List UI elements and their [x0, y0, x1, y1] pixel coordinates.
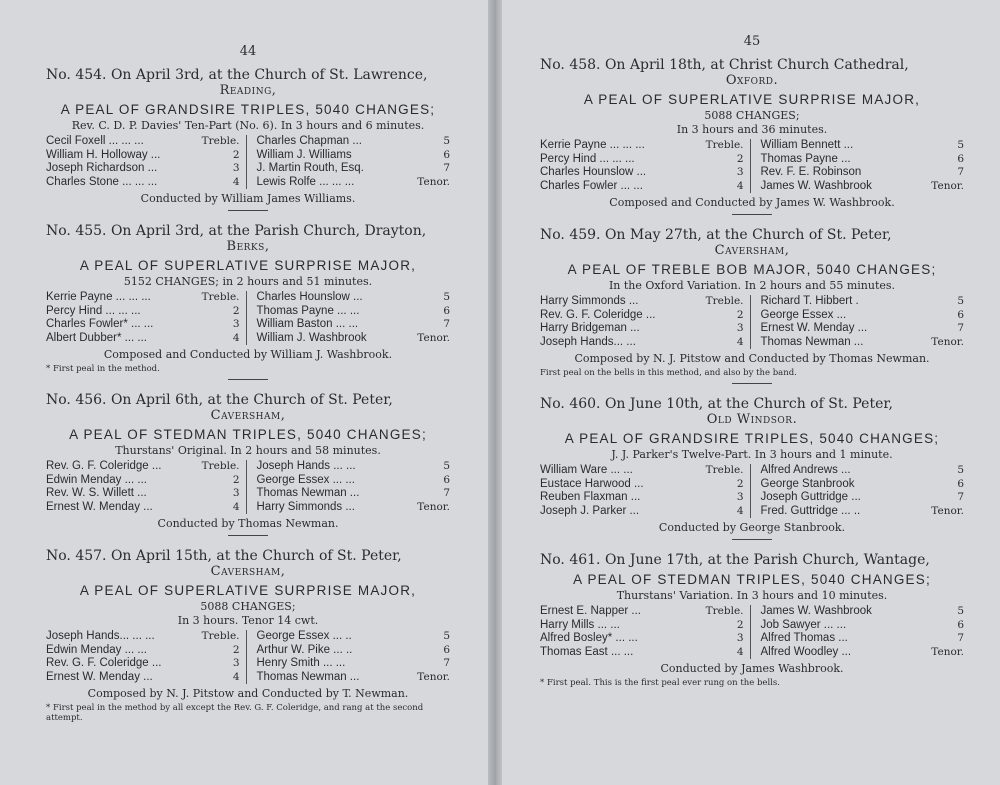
- ringer-name: Rev. F. E. Robinson: [760, 166, 862, 178]
- ringer-row: [257, 176, 451, 190]
- entry-location: Caversham,: [210, 564, 286, 579]
- bell-position: 7: [443, 318, 450, 330]
- ringer-name: Charles Hounslow ...: [540, 166, 647, 178]
- ringer-name: Harry Simmonds ...: [540, 295, 639, 307]
- peal-details: Rev. C. D. P. Davies' Ten-Part (No. 6). In 3 hours and 6 minutes.: [71, 119, 425, 132]
- footnote: * First peal in the method.: [46, 364, 160, 374]
- divider-rule: [732, 214, 772, 215]
- ringer-name: Thomas Payne ...: [760, 152, 851, 165]
- ringer-row: [540, 153, 744, 167]
- peal-title: A PEAL OF SUPERLATIVE SURPRISE MAJOR,: [79, 258, 417, 273]
- bell-position: Tenor.: [931, 335, 964, 348]
- ringer-name: William Ware ... ...: [540, 464, 633, 476]
- bell-position: 4: [736, 504, 744, 517]
- ringers-left-column: [540, 605, 751, 659]
- ringer-row: [46, 630, 240, 644]
- entry-heading: No. 456. On April 6th, at the Church of St. Peter,: [46, 392, 393, 408]
- ringer-row: [46, 305, 240, 319]
- bell-position: 5: [957, 605, 964, 617]
- bell-position: 6: [443, 643, 450, 656]
- ringer-row: [257, 657, 451, 671]
- ringer-name: Alfred Thomas ...: [760, 632, 848, 644]
- peal-title: A PEAL OF SUPERLATIVE SURPRISE MAJOR,: [583, 92, 921, 107]
- bell-position: Treble.: [705, 139, 744, 151]
- ringer-name: William H. Holloway ...: [46, 148, 161, 161]
- ringer-name: Kerrie Payne ... ... ...: [540, 139, 645, 151]
- ringers-table: [46, 291, 450, 345]
- bell-position: 7: [443, 487, 450, 499]
- ringer-name: Harry Mills ... ...: [540, 618, 620, 631]
- entry-location: Old Windsor.: [706, 412, 798, 427]
- entry-heading: No. 461. On June 17th, at the Parish Church, Wantage,: [540, 552, 930, 568]
- bell-position: 7: [957, 632, 964, 644]
- ringers-left-column: [540, 464, 751, 518]
- entry-heading: No. 458. On April 18th, at Christ Church Cathedral,: [540, 57, 909, 73]
- ringer-row: [46, 332, 240, 346]
- ringer-row: [540, 491, 744, 505]
- ringers-left-column: [46, 291, 247, 345]
- bell-position: Treble.: [201, 460, 240, 472]
- ringer-name: Percy Hind ... ... ...: [46, 304, 141, 317]
- footnote: First peal on the bells in this method, and also by the band.: [540, 368, 797, 378]
- ringer-name: Thomas Newman ...: [256, 670, 360, 683]
- bell-position: 2: [232, 148, 240, 161]
- bell-position: Tenor.: [417, 500, 450, 513]
- ringer-row: [761, 505, 965, 519]
- entry-location: Oxford.: [725, 73, 779, 88]
- bell-position: 2: [736, 477, 744, 490]
- ringer-name: George Essex ... ..: [256, 630, 352, 642]
- peal-entry: [46, 392, 450, 536]
- conductor-line: Composed by N. J. Pitstow and Conducted by T. Newman.: [87, 687, 409, 700]
- bell-position: 3: [232, 318, 240, 330]
- bell-position: 4: [736, 179, 744, 192]
- ringer-name: Richard T. Hibbert .: [760, 295, 859, 307]
- right-page: [502, 0, 1000, 785]
- ringer-row: [46, 318, 240, 332]
- ringer-row: [540, 605, 744, 619]
- bell-position: Tenor.: [417, 331, 450, 344]
- peal-entry: [540, 552, 964, 688]
- ringer-name: Kerrie Payne ... ... ...: [46, 291, 151, 303]
- ringer-row: [257, 318, 451, 332]
- peal-duration: In 3 hours and 36 minutes.: [676, 123, 828, 136]
- ringer-row: [46, 501, 240, 515]
- ringer-name: Edwin Menday ... ...: [46, 643, 147, 656]
- ringer-row: [540, 180, 744, 194]
- bell-position: Treble.: [201, 291, 240, 303]
- bell-position: 6: [443, 473, 450, 486]
- ringer-row: [257, 630, 451, 644]
- bell-position: 4: [232, 331, 240, 344]
- ringer-row: [540, 478, 744, 492]
- divider-rule: [732, 539, 772, 540]
- entry-location: Reading,: [219, 83, 277, 98]
- ringer-name: Albert Dubber* ... ...: [46, 331, 147, 344]
- ringer-name: Rev. G. F. Coleridge ...: [46, 460, 162, 472]
- peal-title: A PEAL OF GRANDSIRE TRIPLES, 5040 CHANGES;: [564, 431, 940, 446]
- ringer-row: [540, 646, 744, 660]
- ringers-right-column: [751, 605, 965, 659]
- ringer-name: William J. Williams: [256, 148, 352, 161]
- ringer-name: Joseph J. Parker ...: [540, 504, 640, 517]
- ringer-name: Eustace Harwood ...: [540, 477, 644, 490]
- ringer-row: [761, 605, 965, 619]
- ringer-row: [257, 162, 451, 176]
- ringer-row: [46, 135, 240, 149]
- ringers-table: [540, 295, 964, 349]
- bell-position: 3: [736, 166, 744, 178]
- bell-position: 3: [232, 487, 240, 499]
- ringer-name: George Essex ... ...: [256, 473, 355, 486]
- conductor-line: Conducted by George Stanbrook.: [658, 521, 846, 534]
- ringer-name: Charles Chapman ...: [256, 135, 362, 147]
- bell-position: Tenor.: [417, 670, 450, 683]
- bell-position: 4: [232, 500, 240, 513]
- ringer-row: [257, 487, 451, 501]
- ringer-row: [761, 166, 965, 180]
- conductor-line: Composed and Conducted by William J. Washbrook.: [103, 348, 393, 361]
- ringer-name: William Bennett ...: [760, 139, 854, 151]
- ringer-name: William J. Washbrook: [256, 331, 367, 344]
- bell-position: 4: [736, 645, 744, 658]
- ringer-name: Joseph Guttridge ...: [760, 491, 861, 503]
- peal-title: A PEAL OF SUPERLATIVE SURPRISE MAJOR,: [79, 583, 417, 598]
- ringer-row: [257, 332, 451, 346]
- ringer-name: Lewis Rolfe ... ... ...: [256, 175, 355, 188]
- ringer-row: [257, 305, 451, 319]
- footnote: * First peal. This is the first peal ever rung on the bells.: [540, 678, 780, 688]
- bell-position: 2: [232, 473, 240, 486]
- peal-entry: [46, 548, 450, 723]
- ringer-row: [761, 619, 965, 633]
- ringer-row: [257, 149, 451, 163]
- bell-position: Treble.: [201, 630, 240, 642]
- peal-title: A PEAL OF STEDMAN TRIPLES, 5040 CHANGES;: [573, 572, 931, 587]
- ringer-row: [761, 336, 965, 350]
- ringer-row: [257, 135, 451, 149]
- ringer-name: George Stanbrook: [760, 477, 855, 490]
- ringer-name: James W. Washbrook: [760, 605, 872, 617]
- bell-position: 7: [957, 322, 964, 334]
- entry-location: Berks,: [226, 239, 270, 254]
- ringer-row: [540, 295, 744, 309]
- ringer-row: [540, 336, 744, 350]
- ringer-row: [761, 153, 965, 167]
- bell-position: Tenor.: [931, 504, 964, 517]
- ringer-name: Harry Bridgeman ...: [540, 322, 640, 334]
- ringer-row: [540, 166, 744, 180]
- ringers-left-column: [46, 135, 247, 189]
- ringer-row: [46, 657, 240, 671]
- entry-heading: No. 454. On April 3rd, at the Church of St. Lawrence,: [46, 67, 428, 83]
- ringer-name: Joseph Hands ... ...: [256, 460, 356, 472]
- ringer-row: [46, 671, 240, 685]
- bell-position: 7: [443, 162, 450, 174]
- ringer-row: [540, 505, 744, 519]
- ringer-row: [257, 501, 451, 515]
- ringer-row: [257, 474, 451, 488]
- bell-position: 4: [232, 670, 240, 683]
- bell-position: Treble.: [705, 295, 744, 307]
- bell-position: 5: [443, 135, 450, 147]
- ringer-name: James W. Washbrook: [760, 179, 872, 192]
- entry-heading: No. 457. On April 15th, at the Church of St. Peter,: [46, 548, 402, 564]
- bell-position: 7: [957, 491, 964, 503]
- bell-position: 5: [443, 630, 450, 642]
- bell-position: Tenor.: [931, 645, 964, 658]
- ringer-row: [761, 632, 965, 646]
- ringer-row: [46, 291, 240, 305]
- ringer-name: Fred. Guttridge ... ..: [760, 504, 861, 517]
- bell-position: 2: [232, 304, 240, 317]
- bell-position: 6: [957, 152, 964, 165]
- peal-details: Thurstans' Variation. In 3 hours and 10 minutes.: [616, 589, 888, 602]
- page-number: 44: [239, 44, 257, 59]
- peal-title: A PEAL OF GRANDSIRE TRIPLES, 5040 CHANGES;: [60, 102, 436, 117]
- ringers-left-column: [46, 630, 247, 684]
- ringer-name: Joseph Richardson ...: [46, 162, 158, 174]
- ringers-right-column: [751, 139, 965, 193]
- conductor-line: Conducted by James Washbrook.: [660, 662, 844, 675]
- ringers-right-column: [751, 295, 965, 349]
- ringer-row: [46, 644, 240, 658]
- peal-details: 5152 CHANGES; in 2 hours and 51 minutes.: [123, 275, 373, 288]
- bell-position: 4: [232, 175, 240, 188]
- conductor-line: Composed and Conducted by James W. Washbrook.: [609, 196, 895, 209]
- ringers-left-column: [46, 460, 247, 514]
- bell-position: 5: [443, 460, 450, 472]
- ringer-name: Thomas East ... ...: [540, 645, 634, 658]
- ringer-name: Thomas Newman ...: [760, 335, 864, 348]
- conductor-line: Conducted by Thomas Newman.: [157, 517, 339, 530]
- ringer-row: [46, 162, 240, 176]
- ringers-table: [46, 460, 450, 514]
- ringer-name: Cecil Foxell ... ... ...: [46, 135, 144, 147]
- peal-entry: [540, 396, 964, 540]
- bell-position: 7: [957, 166, 964, 178]
- ringer-row: [761, 478, 965, 492]
- bell-position: 6: [957, 618, 964, 631]
- conductor-line: Composed by N. J. Pitstow and Conducted by Thomas Newman.: [574, 352, 930, 365]
- page-number: 45: [743, 34, 761, 49]
- entry-heading: No. 455. On April 3rd, at the Parish Church, Drayton,: [46, 223, 427, 239]
- bell-position: Treble.: [201, 135, 240, 147]
- ringers-left-column: [540, 295, 751, 349]
- ringer-name: Ernest W. Menday ...: [760, 322, 868, 334]
- left-page: [0, 0, 490, 785]
- ringers-right-column: [247, 291, 451, 345]
- bell-position: 6: [957, 477, 964, 490]
- entry-location: Caversham,: [714, 243, 790, 258]
- bell-position: 7: [443, 657, 450, 669]
- bell-position: 6: [443, 148, 450, 161]
- divider-rule: [732, 383, 772, 384]
- ringer-row: [540, 464, 744, 478]
- ringer-name: Ernest W. Menday ...: [46, 670, 153, 683]
- ringer-name: Reuben Flaxman ...: [540, 491, 641, 503]
- ringers-table: [540, 464, 964, 518]
- bell-position: 2: [736, 152, 744, 165]
- ringer-row: [761, 309, 965, 323]
- bell-position: 2: [736, 308, 744, 321]
- ringer-name: Percy Hind ... ... ...: [540, 152, 635, 165]
- ringer-row: [46, 487, 240, 501]
- ringer-name: Harry Simmonds ...: [256, 500, 355, 513]
- bell-position: 5: [443, 291, 450, 303]
- bell-position: Treble.: [705, 605, 744, 617]
- ringer-name: Alfred Bosley* ... ...: [540, 632, 638, 644]
- ringer-name: George Essex ...: [760, 308, 847, 321]
- ringer-row: [46, 474, 240, 488]
- ringer-name: Rev. G. F. Coleridge ...: [540, 308, 656, 321]
- ringer-row: [761, 646, 965, 660]
- peal-details: J. J. Parker's Twelve-Part. In 3 hours and 1 minute.: [611, 448, 893, 461]
- entry-location: Caversham,: [210, 408, 286, 423]
- bell-position: 3: [736, 632, 744, 644]
- ringer-name: Charles Fowler* ... ...: [46, 318, 154, 330]
- ringer-name: William Baston ... ...: [256, 318, 359, 330]
- ringers-right-column: [247, 460, 451, 514]
- peal-entry: [540, 57, 964, 215]
- footnote: * First peal in the method by all except the Rev. G. F. Coleridge, and rang at the second attempt.: [46, 703, 424, 723]
- peal-details: 5088 CHANGES;: [704, 109, 800, 122]
- peal-list: [46, 67, 450, 723]
- peal-duration: In 3 hours. Tenor 14 cwt.: [177, 614, 319, 627]
- bell-position: 3: [232, 657, 240, 669]
- peal-details: 5088 CHANGES;: [200, 600, 296, 613]
- ringers-right-column: [247, 630, 451, 684]
- bell-position: 6: [443, 304, 450, 317]
- ringer-row: [257, 291, 451, 305]
- ringer-row: [257, 644, 451, 658]
- ringer-name: Joseph Hands... ... ...: [46, 630, 155, 642]
- bell-position: 5: [957, 295, 964, 307]
- ringer-name: Rev. W. S. Willett ...: [46, 487, 147, 499]
- ringer-name: Charles Stone ... ... ...: [46, 175, 158, 188]
- ringer-name: Alfred Woodley ...: [760, 645, 852, 658]
- peal-details: In the Oxford Variation. In 2 hours and 55 minutes.: [608, 279, 896, 292]
- ringer-row: [46, 176, 240, 190]
- peal-details: Thurstans' Original. In 2 hours and 58 minutes.: [115, 444, 381, 457]
- ringer-name: Rev. G. F. Coleridge ...: [46, 657, 162, 669]
- bell-position: 2: [232, 643, 240, 656]
- divider-rule: [228, 210, 268, 211]
- ringer-row: [46, 149, 240, 163]
- divider-rule: [228, 379, 268, 380]
- ringer-row: [257, 460, 451, 474]
- ringer-row: [761, 180, 965, 194]
- ringers-left-column: [540, 139, 751, 193]
- ringer-row: [761, 464, 965, 478]
- ringer-name: Arthur W. Pike ... ..: [256, 643, 353, 656]
- ringers-table: [540, 605, 964, 659]
- bell-position: 4: [736, 335, 744, 348]
- ringer-name: J. Martin Routh, Esq.: [256, 162, 364, 174]
- peal-title: A PEAL OF STEDMAN TRIPLES, 5040 CHANGES;: [69, 427, 427, 442]
- ringers-right-column: [247, 135, 451, 189]
- bell-position: 3: [232, 162, 240, 174]
- entry-heading: No. 460. On June 10th, at the Church of St. Peter,: [540, 396, 893, 412]
- bell-position: 3: [736, 322, 744, 334]
- ringer-row: [761, 322, 965, 336]
- bell-position: 5: [957, 464, 964, 476]
- ringers-table: [46, 630, 450, 684]
- ringers-table: [540, 139, 964, 193]
- ringer-name: Joseph Hands... ...: [540, 335, 636, 348]
- bell-position: Tenor.: [417, 175, 450, 188]
- ringer-name: Thomas Newman ...: [256, 487, 360, 499]
- entry-heading: No. 459. On May 27th, at the Church of St. Peter,: [540, 227, 892, 243]
- bell-position: 6: [957, 308, 964, 321]
- bell-position: Treble.: [705, 464, 744, 476]
- ringers-right-column: [751, 464, 965, 518]
- ringer-row: [540, 619, 744, 633]
- ringer-name: Henry Smith ... ...: [256, 657, 346, 669]
- bell-position: 5: [957, 139, 964, 151]
- ringer-row: [257, 671, 451, 685]
- conductor-line: Conducted by William James Williams.: [140, 192, 356, 205]
- peal-entry: [46, 67, 450, 211]
- ringer-name: Alfred Andrews ...: [760, 464, 851, 476]
- ringer-name: Ernest E. Napper ...: [540, 605, 641, 617]
- ringer-row: [761, 491, 965, 505]
- divider-rule: [228, 535, 268, 536]
- peal-list: [540, 57, 964, 688]
- ringer-row: [46, 460, 240, 474]
- ringer-row: [540, 322, 744, 336]
- ringer-row: [761, 139, 965, 153]
- ringer-row: [540, 309, 744, 323]
- ringer-row: [761, 295, 965, 309]
- bell-position: 2: [736, 618, 744, 631]
- ringer-name: Ernest W. Menday ...: [46, 500, 153, 513]
- peal-entry: [540, 227, 964, 384]
- ringer-row: [540, 632, 744, 646]
- ringer-row: [540, 139, 744, 153]
- ringers-table: [46, 135, 450, 189]
- ringer-name: Charles Hounslow ...: [256, 291, 363, 303]
- ringer-name: Thomas Payne ... ...: [256, 304, 360, 317]
- peal-entry: [46, 223, 450, 380]
- ringer-name: Job Sawyer ... ...: [760, 618, 847, 631]
- bell-position: 3: [736, 491, 744, 503]
- bell-position: Tenor.: [931, 179, 964, 192]
- peal-title: A PEAL OF TREBLE BOB MAJOR, 5040 CHANGES;: [567, 262, 937, 277]
- ringer-name: Edwin Menday ... ...: [46, 473, 147, 486]
- ringer-name: Charles Fowler ... ...: [540, 179, 643, 192]
